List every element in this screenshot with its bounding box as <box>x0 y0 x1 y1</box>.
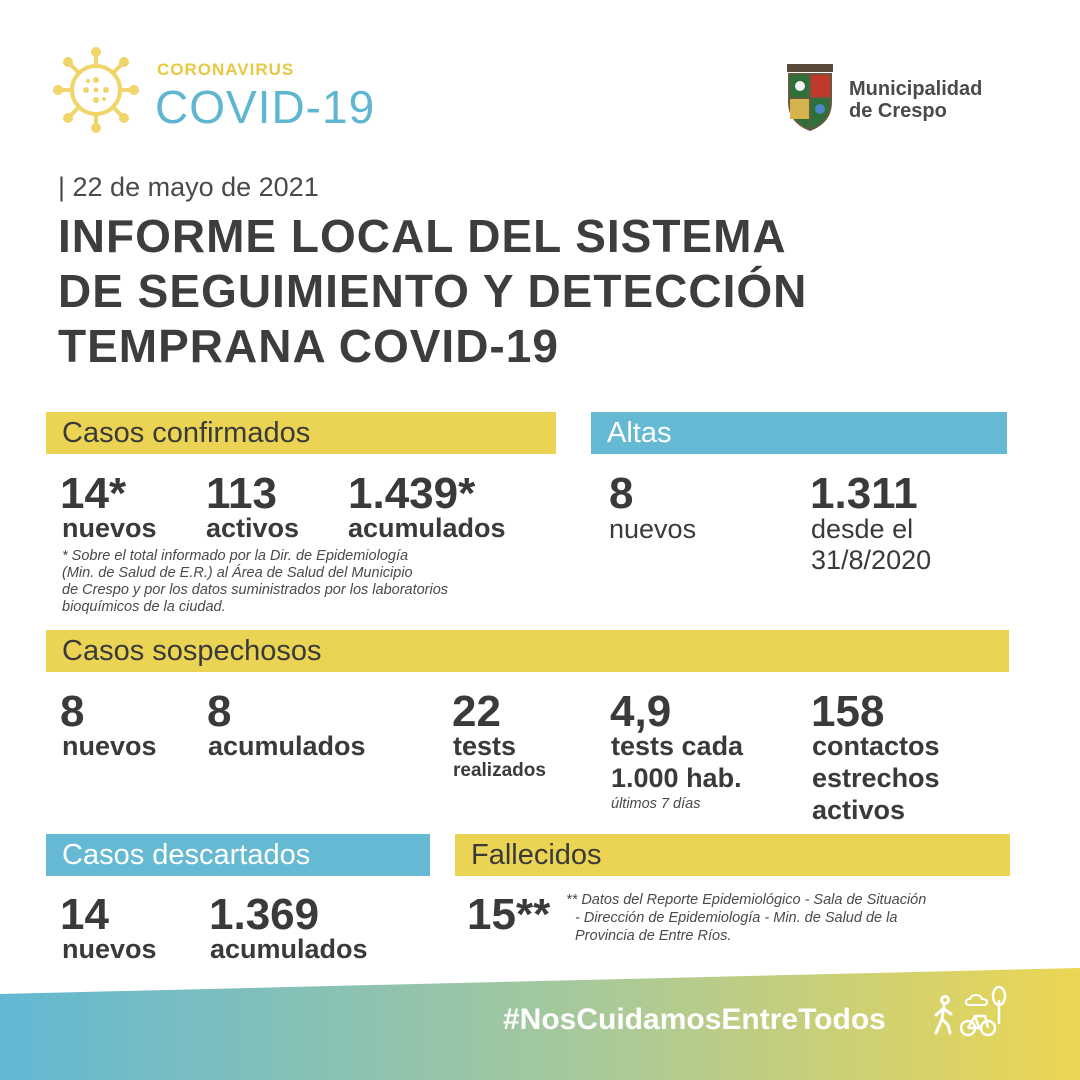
altas-total-label-line1: desde el <box>811 514 914 544</box>
descartados-nuevos-value: 14 <box>60 890 109 939</box>
sospechosos-ratio-label-line2: 1.000 hab. <box>611 763 742 793</box>
sospechosos-heading: Casos sospechosos <box>46 630 1009 672</box>
sospechosos-contactos-label-line2: estrechos <box>812 763 940 793</box>
sospechosos-acumulados-label: acumulados <box>208 731 366 761</box>
descartados-acumulados-value: 1.369 <box>209 890 320 939</box>
municipal-shield-icon <box>783 62 837 134</box>
descartados-nuevos-label: nuevos <box>62 934 157 964</box>
fallecidos-note-line3: Provincia de Entre Ríos. <box>575 928 732 944</box>
header-title: COVID-19 <box>155 81 376 133</box>
tree-icon <box>990 985 1008 1025</box>
pedestrian-icon <box>930 995 958 1037</box>
descartados-acumulados-label: acumulados <box>210 934 368 964</box>
sospechosos-contactos-label-line1: contactos <box>812 731 940 761</box>
altas-heading: Altas <box>591 412 1007 454</box>
sospechosos-ratio-value: 4,9 <box>610 687 672 736</box>
altas-nuevos-value: 8 <box>609 469 634 518</box>
sospechosos-ratio-note: últimos 7 días <box>611 796 701 812</box>
report-title-line2: DE SEGUIMIENTO Y DETECCIÓN <box>58 265 808 317</box>
confirmados-nuevos-value: 14* <box>60 469 127 518</box>
confirmados-note-line1: * Sobre el total informado por la Dir. de Epidemiología <box>62 548 409 564</box>
confirmados-activos-label: activos <box>206 513 300 543</box>
confirmados-nuevos-label: nuevos <box>62 513 157 543</box>
virus-icon <box>52 46 140 134</box>
report-title-line3: TEMPRANA COVID-19 <box>58 320 559 372</box>
altas-total-value: 1.311 <box>810 469 918 518</box>
header-kicker: CORONAVIRUS <box>157 60 295 79</box>
confirmados-acumulados-label: acumulados <box>348 513 506 543</box>
altas-nuevos-label: nuevos <box>609 514 697 544</box>
confirmados-activos-value: 113 <box>206 469 277 518</box>
sospechosos-nuevos-value: 8 <box>60 687 85 736</box>
confirmados-note-line3: de Crespo y por los datos suministrados por los laboratorios <box>62 582 449 598</box>
sospechosos-contactos-value: 158 <box>811 687 885 736</box>
sospechosos-tests-label-line1: tests <box>453 731 517 761</box>
report-title-line1: INFORME LOCAL DEL SISTEMA <box>58 210 787 262</box>
confirmados-acumulados-value: 1.439* <box>348 469 476 518</box>
sospechosos-tests-value: 22 <box>452 687 501 736</box>
sospechosos-contactos-label-line3: activos <box>812 795 906 825</box>
report-date: | 22 de mayo de 2021 <box>58 172 319 202</box>
sospechosos-acumulados-value: 8 <box>207 687 232 736</box>
fallecidos-note-line2: - Dirección de Epidemiología - Min. de Salud de la <box>575 910 898 926</box>
sospechosos-nuevos-label: nuevos <box>62 731 157 761</box>
confirmados-heading: Casos confirmados <box>46 412 556 454</box>
org-name-line1: Municipalidad <box>849 78 983 100</box>
confirmados-note-line2: (Min. de Salud de E.R.) al Área de Salud del Municipio <box>62 565 413 581</box>
sospechosos-tests-label-line2: realizados <box>453 760 546 781</box>
confirmados-note-line4: bioquímicos de la ciudad. <box>62 599 226 615</box>
descartados-heading: Casos descartados <box>46 834 430 876</box>
cloud-icon <box>965 993 989 1007</box>
sospechosos-ratio-label-line1: tests cada <box>611 731 744 761</box>
fallecidos-value: 15** <box>467 890 551 939</box>
altas-total-label-line2: 31/8/2020 <box>811 545 932 575</box>
footer-hashtag: #NosCuidamosEntreTodos <box>503 1003 886 1036</box>
fallecidos-heading: Fallecidos <box>455 834 1010 876</box>
fallecidos-note-line1: ** Datos del Reporte Epidemiológico - Sala de Situación <box>566 892 927 908</box>
org-name-line2: de Crespo <box>849 100 947 122</box>
